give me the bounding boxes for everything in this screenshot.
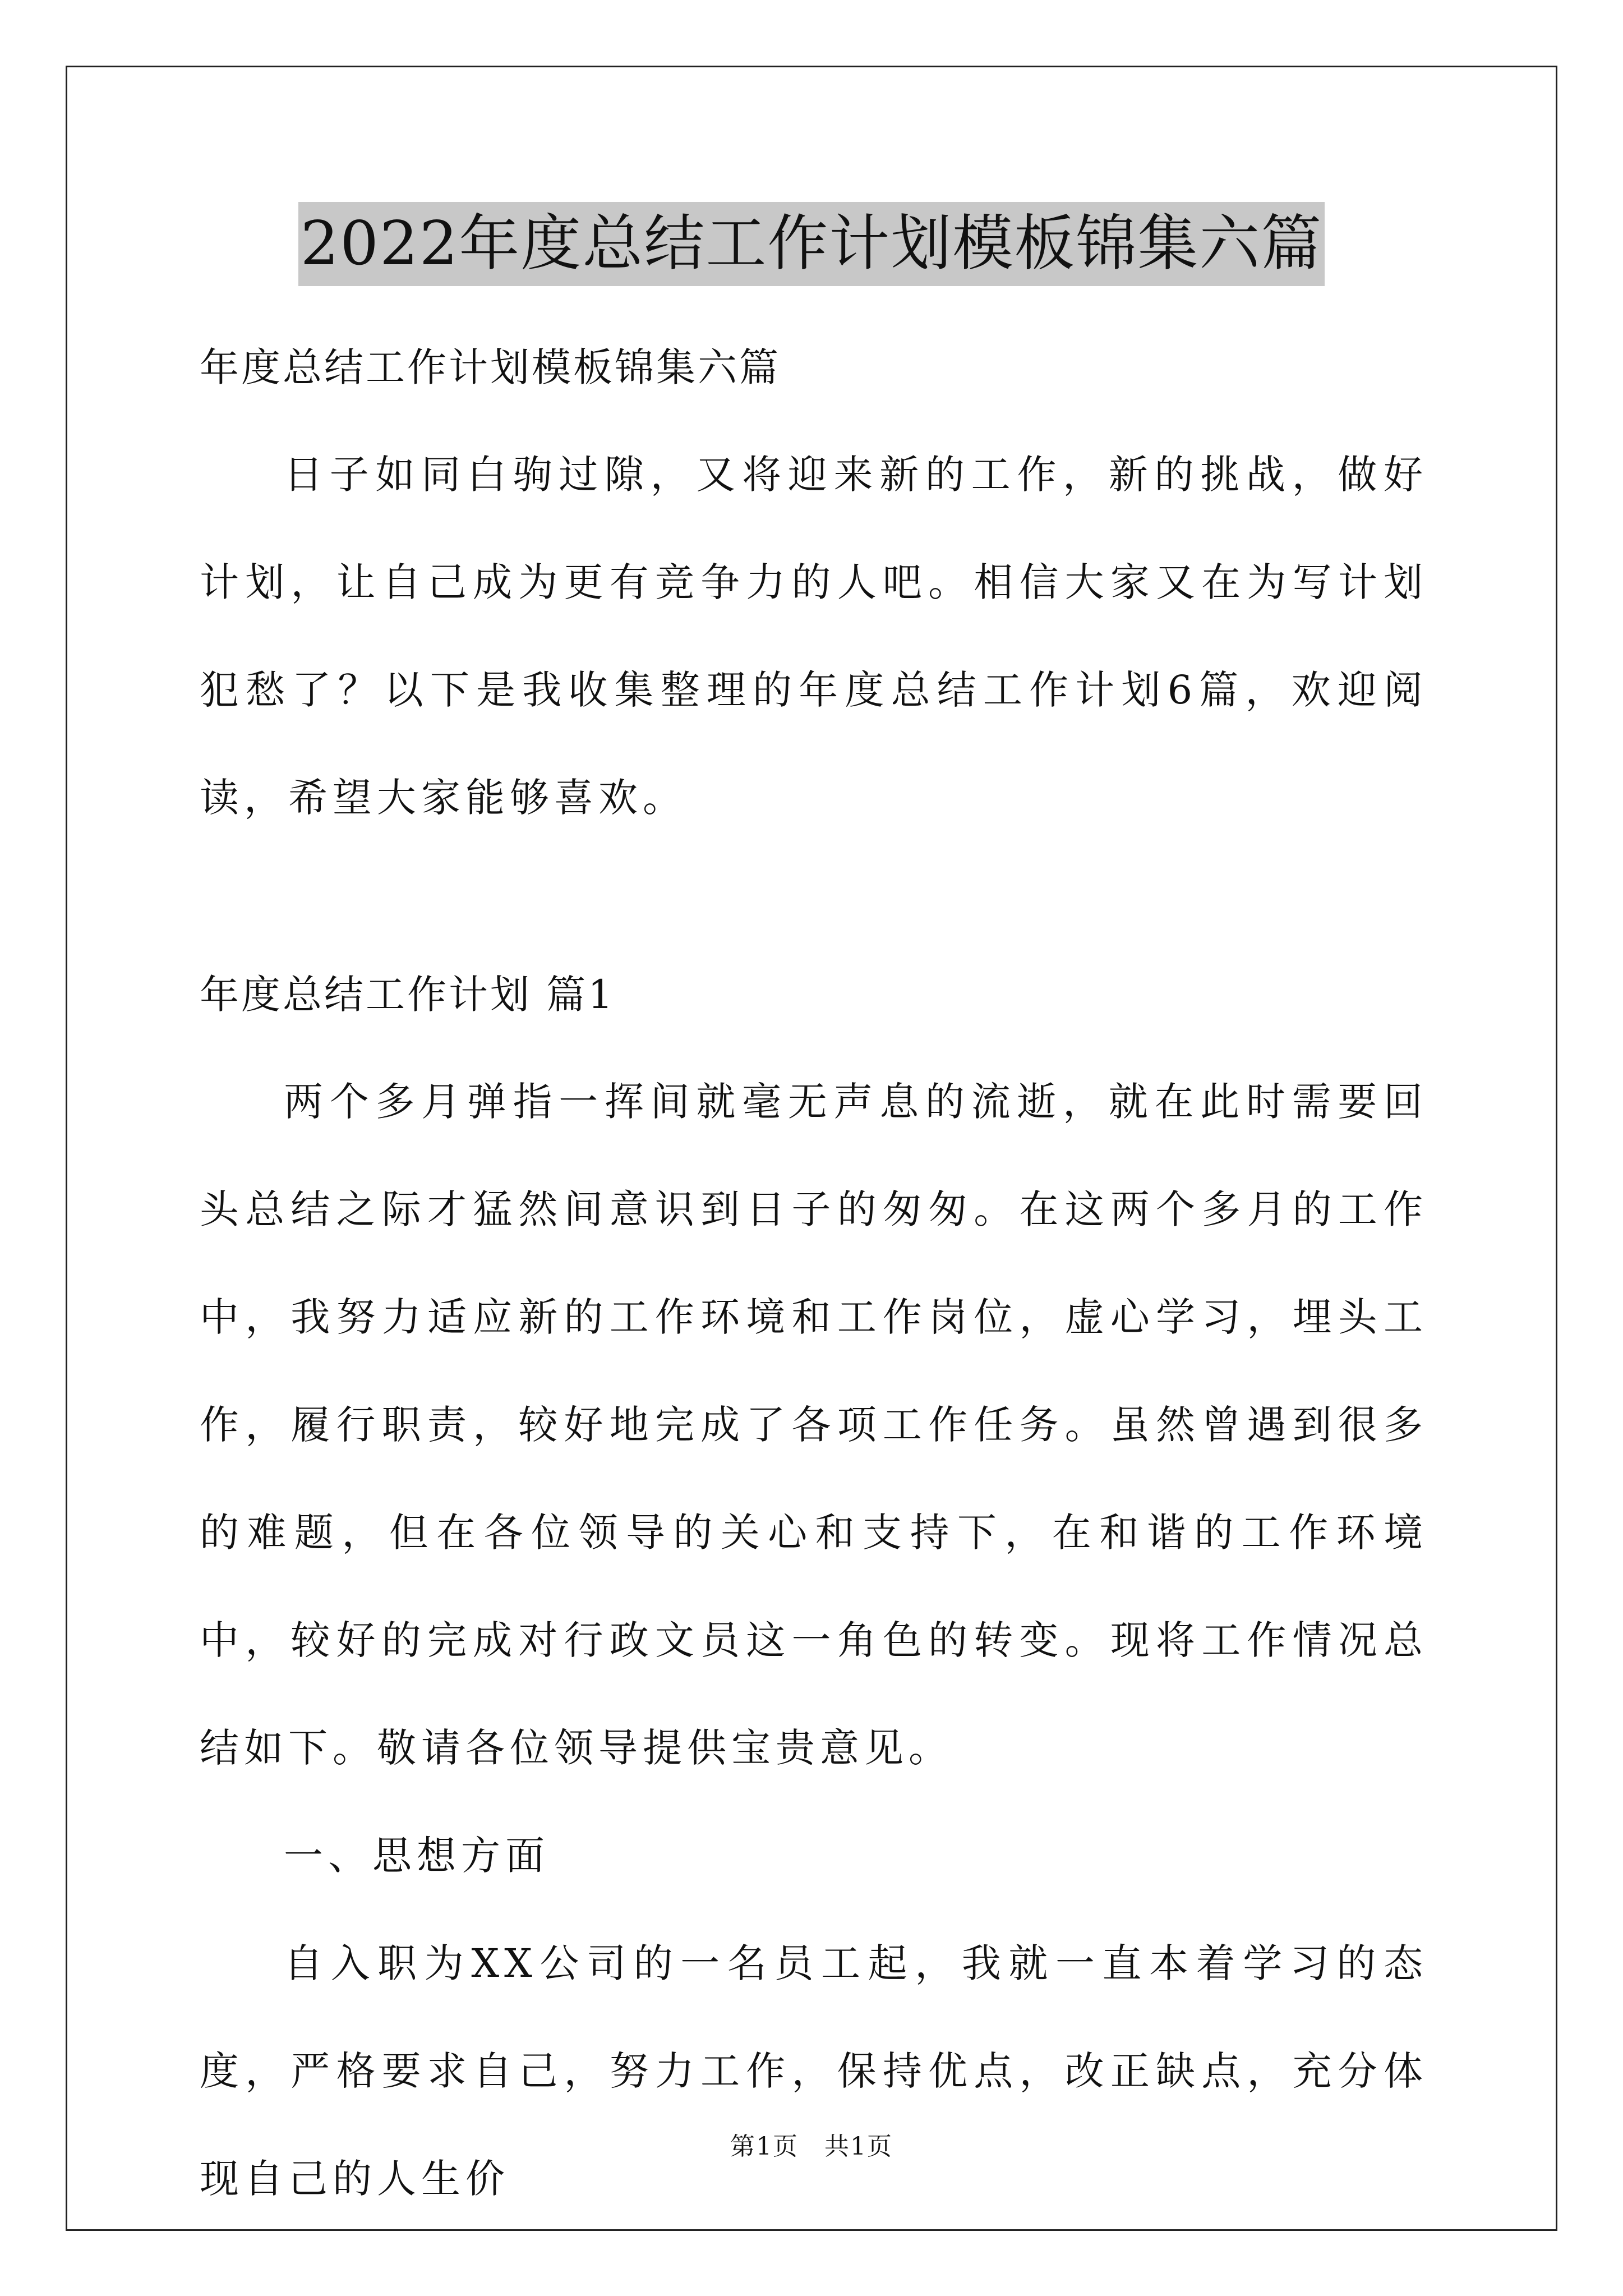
section-paragraph: 自入职为XX公司的一名员工起，我就一直本着学习的态度，严格要求自己，努力工作，保持优点，改正缺点，充分体现自己的人生价: [200, 1940, 1428, 2202]
page-footer: 第1页 共1页: [730, 2132, 893, 2161]
document-body: [200, 314, 1428, 2233]
intro-paragraph: 日子如同白驹过隙，又将迎来新的工作，新的挑战，做好计划，让自己成为更有竞争力的人吧。相信大家又在为写计划犯愁了？以下是我收集整理的年度总结工作计划6篇，欢迎阅读，希望大家能够喜欢。: [200, 452, 1428, 821]
subheading: 一、思想方面: [284, 1833, 550, 1879]
section-heading: 年度总结工作计划 篇1: [200, 972, 615, 1018]
section-paragraph: 两个多月弹指一挥间就毫无声息的流逝，就在此时需要回头总结之际才猛然间意识到日子的匆匆。在这两个多月的工作中，我努力适应新的工作环境和工作岗位，虚心学习，埋头工作，履行职责，较好地完成了各项工作任务。虽然曾遇到很多的难题，但在各位领导的关心和支持下，在和谐的工作环境中，较好的完成对行政文员这一角色的转变。现将工作情况总结如下。敬请各位领导提供宝贵意见。: [200, 1079, 1428, 1771]
title-container: [0, 202, 1623, 286]
document-subtitle: 年度总结工作计划模板锦集六篇: [200, 344, 781, 390]
spacer: [200, 852, 1428, 941]
document-title: 2022年度总结工作计划模板锦集六篇: [298, 202, 1325, 286]
